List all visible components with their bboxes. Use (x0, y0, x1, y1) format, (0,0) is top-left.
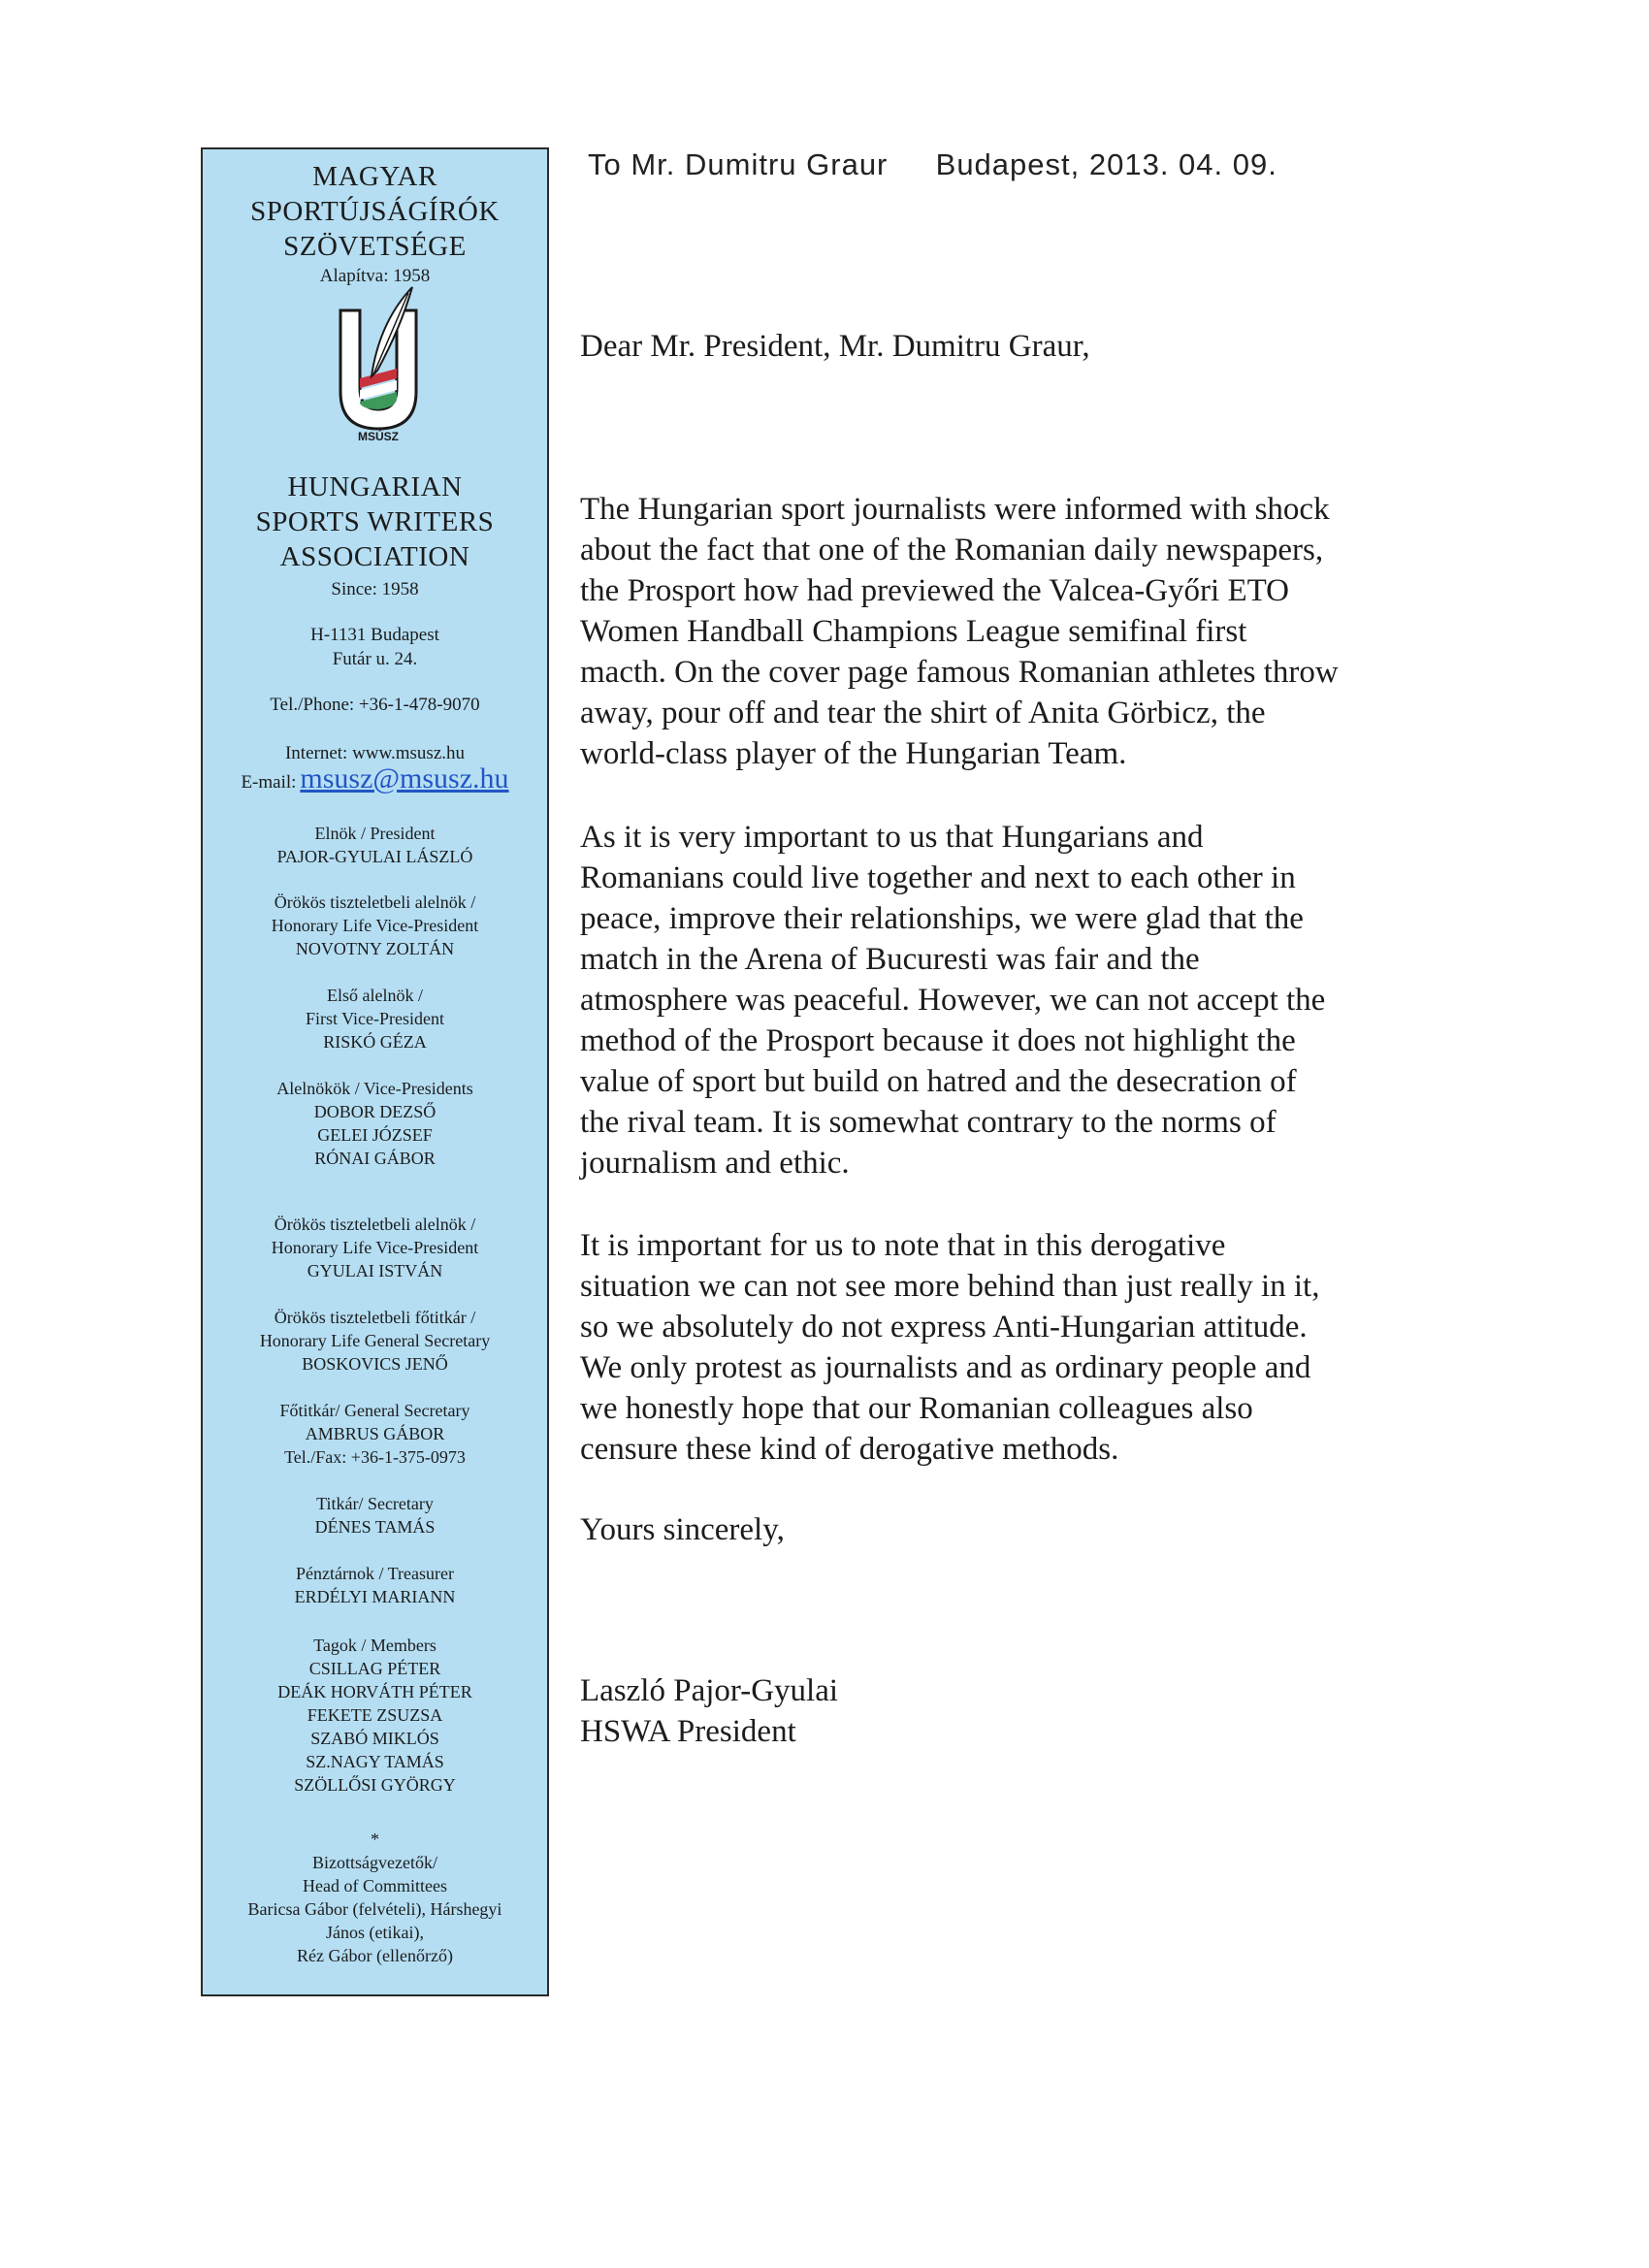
msusz-logo-icon (339, 283, 418, 446)
place-date: Budapest, 2013. 04. 09. (935, 147, 1277, 181)
officer-treasurer: Pénztárnok / Treasurer ERDÉLYI MARIANN (294, 1564, 456, 1606)
officer-vice-presidents: Alelnökök / Vice-Presidents DOBOR DEZSŐ GELEI JÓZSEF RÓNAI GÁBOR (276, 1079, 473, 1168)
founded-date: Alapítva: 1958 (319, 266, 431, 286)
closing: Yours sincerely, (580, 1512, 785, 1547)
officer-secretary: Titkár/ Secretary DÉNES TAMÁS (314, 1494, 436, 1537)
addressee: To Mr. Dumitru Graur (588, 147, 889, 181)
paragraph-1: The Hungarian sport journalists were informed with shock about the fact that one of the Romanian daily newspapers, the Prosport how had previewed the Valcea-Győri ETO Women Handball Champions League semifinal first macth. On the cover page famous Romanian athletes throw away, pour off and tear the shirt of Anita Görbicz, the world-class player of the Hungarian Team. (580, 492, 1339, 771)
signer-name: Laszló Pajor-Gyulai (580, 1673, 839, 1708)
officer-president: Elnök / President PAJOR-GYULAI LÁSZLÓ (276, 824, 473, 866)
paragraph-2: As it is very important to us that Hungarians and Romanians could live together and next to each other in peace, improve their relationships, we were glad that the match in the Arena of Bucuresti was fair and the atmosphere was peaceful. However, we can not accept the method of the Prosport because it does not highlight the value of sport but build on hatred and the desecration of the rival team. It is somewhat contrary to the norms of journalism and ethic. (580, 820, 1326, 1181)
letter-header-line (588, 147, 1277, 182)
signature-block (580, 1670, 1453, 1752)
org-name-hungarian: MAGYAR SPORTÚJSÁGÍRÓK SZÖVETSÉGE (250, 161, 500, 262)
internet-address: Internet: www.msusz.hu (284, 743, 466, 763)
officer-honorary-general-secretary: Örökös tiszteletbeli főtitkár / Honorary Life General Secretary BOSKOVICS JENŐ (259, 1308, 491, 1374)
salutation: Dear Mr. President, Mr. Dumitru Graur, (580, 329, 1090, 364)
signer-title: HSWA President (580, 1714, 796, 1749)
officer-honorary-vice-president-2: Örökös tiszteletbeli alelnök / Honorary Life Vice-President GYULAI ISTVÁN (271, 1215, 479, 1280)
logo-text: MSÚSZ (358, 430, 399, 443)
email-link[interactable]: msusz@msusz.hu (300, 762, 509, 794)
since-date: Since: 1958 (331, 579, 419, 599)
officer-first-vice-president: Első alelnök / First Vice-President RISKÓ GÉZA (305, 986, 445, 1052)
org-name-english: HUNGARIAN SPORTS WRITERS ASSOCIATION (255, 471, 495, 572)
letterhead-sidebar (201, 147, 549, 1996)
paragraph-3: It is important for us to note that in this derogative situation we can not see more behind than just really in it, so we absolutely do not express Anti-Hungarian attitude. We only protest as journalists and as ordinary people and we honestly hope that our Romanian colleagues also censure these kind of derogative methods. (580, 1228, 1320, 1467)
members-list: Tagok / Members CSILLAG PÉTER DEÁK HORVÁTH PÉTER FEKETE ZSUZSA SZABÓ MIKLÓS SZ.NAGY TAMÁS SZÖLLŐSI GYÖRGY (277, 1636, 472, 1795)
committee-heads: * Bizottságvezetők/ Head of Committees Baricsa Gábor (felvételi), Hárshegyi János (etikai), Réz Gábor (ellenőrző) (247, 1830, 502, 1965)
email-label: E-mail: (241, 772, 297, 793)
officer-general-secretary: Főtitkár/ General Secretary AMBRUS GÁBOR Tel./Fax: +36-1-375-0973 (279, 1401, 470, 1467)
phone: Tel./Phone: +36-1-478-9070 (270, 695, 480, 715)
email-row (203, 762, 547, 795)
officer-honorary-vice-president: Örökös tiszteletbeli alelnök / Honorary Life Vice-President NOVOTNY ZOLTÁN (271, 892, 479, 958)
address: H-1131 Budapest Futár u. 24. (310, 625, 439, 669)
